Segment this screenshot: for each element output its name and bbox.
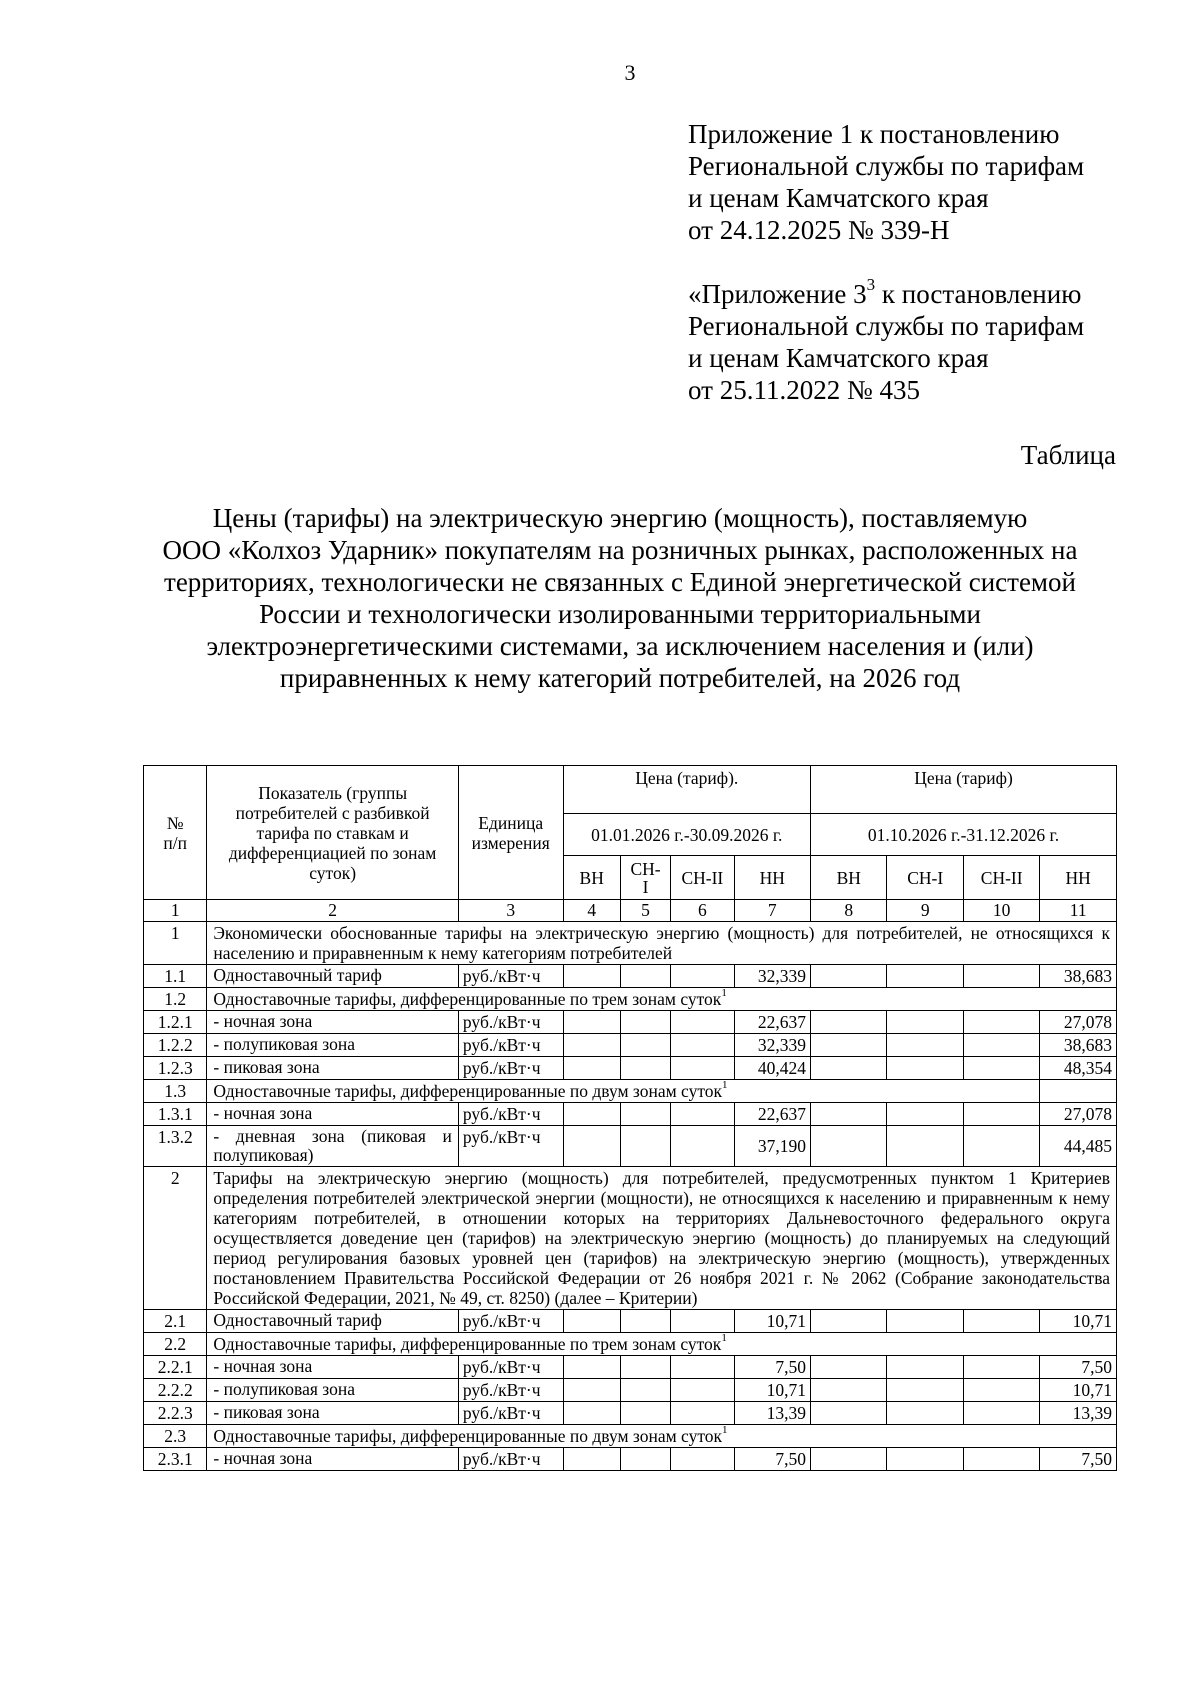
appendix-2-suffix: к постановлению [875,279,1082,309]
row-number: 2.2.1 [144,1356,207,1379]
appendix-2-prefix: «Приложение 3 [688,279,867,309]
section-text: Тарифы на электрическую энергию (мощность) для потребителей, предусмотренных пунктом 1 Критериев определения потребителей электрической энергии (мощности), не относящихся к населению и приравненным к нему категориям потребителей, в отношении которых на территориях Дальневосточного федерального округа осуществляется доведение цен (тарифов) на электрическую энергию (мощность) до планируемых на следующий период регулирования базовых уровней цен (тарифов) на электрическую энергию (мощность), утвержденных постановлением Правительства Российской Федерации от 26 ноября 2021 г. № 2062 (Собрание законодательства Российской Федерации, 2021, № 49, ст. 8250) (далее – Критерии) [207,1167,1117,1310]
appendix-1-line: и ценам Камчатского края [688,183,989,213]
title-line: России и технологически изолированными территориальными [259,599,981,629]
table-row [144,1103,1117,1126]
header-level: СН-II [963,856,1039,900]
value-cell [811,965,887,988]
column-number: 4 [563,900,620,922]
value-cell [671,1103,734,1126]
group-label [207,988,1117,1011]
value-cell [563,1379,620,1402]
title-line: электроэнергетическими системами, за исключением населения и (или) [206,631,1034,661]
value-cell [887,1448,963,1471]
value-cell-nn-2: 7,50 [1040,1448,1117,1471]
appendix-2-line: Региональной службы по тарифам [688,311,1085,341]
header-unit: Единица измерения [458,766,563,900]
table-row [144,1356,1117,1379]
value-cell [671,1034,734,1057]
value-cell-nn-1: 22,637 [734,1103,810,1126]
value-cell [887,1103,963,1126]
row-number: 2.1 [144,1310,207,1333]
footnote-mark: 1 [722,1424,728,1437]
value-cell [963,1034,1039,1057]
value-cell-nn-2: 27,078 [1040,1011,1117,1034]
section-text: Экономически обоснованные тарифы на электрическую энергию (мощность) для потребителей, не относящихся к населению и приравненным к нему категориям потребителей [207,922,1117,965]
value-cell-nn-2: 38,683 [1040,1034,1117,1057]
value-cell-nn-1: 22,637 [734,1011,810,1034]
value-cell [671,1126,734,1167]
column-number: 3 [458,900,563,922]
footnote-mark: 1 [721,987,727,1000]
indicator-name: - ночная зона [207,1448,459,1471]
group-label-text: Одноставочные тарифы, дифференцированные по трем зонам суток [213,989,722,1009]
table-body [144,766,1117,1471]
indicator-name: - дневная зона (пиковая и полупиковая) [207,1126,459,1167]
value-cell [563,1310,620,1333]
appendix-1-line: от 24.12.2025 № 339-Н [688,215,950,245]
row-number: 1.2 [144,988,207,1011]
table-row [144,988,1117,1011]
value-cell [620,1402,670,1425]
value-cell [963,1379,1039,1402]
tariff-table [143,765,1117,1471]
value-cell-nn-1: 10,71 [734,1310,810,1333]
value-cell [963,1310,1039,1333]
unit-cell: руб./кВт·ч [458,1310,563,1333]
column-number-row [144,900,1117,922]
row-number: 1.3.2 [144,1126,207,1167]
value-cell [963,965,1039,988]
column-number: 10 [963,900,1039,922]
value-cell-nn-1: 13,39 [734,1402,810,1425]
table-row [144,1080,1117,1103]
unit-cell: руб./кВт·ч [458,1402,563,1425]
value-cell [811,1448,887,1471]
header-num: № п/п [144,766,207,900]
section-row [144,922,1117,965]
header-period-2: 01.10.2026 г.-31.12.2026 г. [811,814,1117,856]
value-cell [963,1448,1039,1471]
table-row [144,1379,1117,1402]
indicator-name: Одноставочный тариф [207,965,459,988]
value-cell [620,1034,670,1057]
page-number: 3 [624,60,636,85]
value-cell [887,1034,963,1057]
value-cell [963,1356,1039,1379]
value-cell-nn-2: 10,71 [1040,1310,1117,1333]
title-line: ООО «Колхоз Ударник» покупателям на розничных рынках, расположенных на [162,535,1078,565]
value-cell [963,1011,1039,1034]
unit-cell: руб./кВт·ч [458,1379,563,1402]
header-period-1: 01.01.2026 г.-30.09.2026 г. [563,814,811,856]
section-row [144,1167,1117,1310]
title-line: территориях, технологически не связанных с Единой энергетической системой [164,567,1076,597]
value-cell-nn-1: 32,339 [734,1034,810,1057]
appendix-1-line: Региональной службы по тарифам [688,151,1085,181]
value-cell [811,1034,887,1057]
value-cell [620,1448,670,1471]
value-cell [671,1448,734,1471]
value-cell-nn-2: 13,39 [1040,1402,1117,1425]
appendix-1-line: Приложение 1 к постановлению [688,119,1060,149]
indicator-name: - полупиковая зона [207,1034,459,1057]
group-label [207,1333,1117,1356]
footnote-mark: 1 [722,1079,728,1092]
value-cell [671,1402,734,1425]
row-number: 2.3.1 [144,1448,207,1471]
row-number: 1.2.3 [144,1057,207,1080]
header-indicator: Показатель (группы потребителей с разбивкой тарифа по ставкам и дифференциацией по зонам суток) [207,766,459,900]
table-row [144,1402,1117,1425]
header-price-2: Цена (тариф) [811,766,1117,814]
table-row [144,1425,1117,1448]
header-level: СН-II [671,856,734,900]
appendix-2-line: от 25.11.2022 № 435 [688,375,920,405]
value-cell [563,1402,620,1425]
document-title [120,502,1120,694]
indicator-name: - пиковая зона [207,1402,459,1425]
value-cell-nn-1: 32,339 [734,965,810,988]
table-label: Таблица [1020,440,1116,470]
header-level: НН [734,856,810,900]
value-cell [811,1310,887,1333]
group-label-text: Одноставочные тарифы, дифференцированные по двум зонам суток [213,1426,723,1446]
title-line: приравненных к нему категорий потребителей, на 2026 год [279,663,961,693]
column-number: 5 [620,900,670,922]
appendix-1-header [688,118,1168,246]
value-cell [887,1310,963,1333]
unit-cell: руб./кВт·ч [458,1034,563,1057]
value-cell-nn-2: 44,485 [1040,1126,1117,1167]
value-cell [887,1126,963,1167]
column-number: 11 [1040,900,1117,922]
table-row [144,1310,1117,1333]
value-cell [620,1356,670,1379]
value-cell [963,1402,1039,1425]
indicator-name: - ночная зона [207,1103,459,1126]
value-cell [563,1034,620,1057]
value-cell [887,1402,963,1425]
value-cell [620,1126,670,1167]
value-cell [671,1310,734,1333]
header-level: НН [1040,856,1117,900]
unit-cell: руб./кВт·ч [458,1103,563,1126]
indicator-name: - пиковая зона [207,1057,459,1080]
empty-cell [1040,1080,1117,1103]
value-cell-nn-2: 38,683 [1040,965,1117,988]
column-number: 8 [811,900,887,922]
value-cell [671,965,734,988]
footnote-mark: 1 [721,1332,727,1345]
value-cell [811,1011,887,1034]
value-cell [963,1126,1039,1167]
header-level: ВН [563,856,620,900]
value-cell [563,1356,620,1379]
group-label-text: Одноставочные тарифы, дифференцированные по двум зонам суток [213,1081,723,1101]
value-cell [671,1379,734,1402]
unit-cell: руб./кВт·ч [458,1057,563,1080]
value-cell [620,1310,670,1333]
group-label [207,1080,1040,1103]
row-number: 2.3 [144,1425,207,1448]
value-cell [887,1011,963,1034]
appendix-2-line: и ценам Камчатского края [688,343,989,373]
header-row-1 [144,766,1117,814]
table-row [144,1034,1117,1057]
value-cell [620,965,670,988]
unit-cell: руб./кВт·ч [458,1011,563,1034]
value-cell-nn-1: 10,71 [734,1379,810,1402]
value-cell [887,1057,963,1080]
header-level: СН-I [887,856,963,900]
table-row [144,1011,1117,1034]
value-cell [563,965,620,988]
value-cell [887,965,963,988]
header-level: ВН [811,856,887,900]
value-cell [563,1448,620,1471]
row-number: 1.2.1 [144,1011,207,1034]
group-label-text: Одноставочные тарифы, дифференцированные по трем зонам суток [213,1334,722,1354]
column-number: 6 [671,900,734,922]
column-number: 2 [207,900,459,922]
value-cell [563,1126,620,1167]
value-cell [811,1126,887,1167]
value-cell [811,1402,887,1425]
appendix-2-sup: 3 [866,275,876,294]
column-number: 1 [144,900,207,922]
appendix-2-header [688,275,1168,406]
table-row [144,965,1117,988]
indicator-name: - ночная зона [207,1011,459,1034]
header-level: СН-I [620,856,670,900]
value-cell [671,1057,734,1080]
value-cell [563,1011,620,1034]
value-cell [811,1356,887,1379]
value-cell-nn-1: 40,424 [734,1057,810,1080]
row-number: 1.2.2 [144,1034,207,1057]
value-cell-nn-1: 7,50 [734,1356,810,1379]
value-cell [887,1379,963,1402]
value-cell [563,1057,620,1080]
column-number: 9 [887,900,963,922]
row-number: 2.2.3 [144,1402,207,1425]
unit-cell: руб./кВт·ч [458,965,563,988]
value-cell [620,1011,670,1034]
value-cell-nn-2: 27,078 [1040,1103,1117,1126]
value-cell-nn-2: 10,71 [1040,1379,1117,1402]
title-line: Цены (тарифы) на электрическую энергию (мощность), поставляемую [212,503,1028,533]
indicator-name: - полупиковая зона [207,1379,459,1402]
table-row [144,1057,1117,1080]
value-cell-nn-2: 48,354 [1040,1057,1117,1080]
value-cell-nn-1: 7,50 [734,1448,810,1471]
indicator-name: Одноставочный тариф [207,1310,459,1333]
row-number: 2.2 [144,1333,207,1356]
value-cell [963,1103,1039,1126]
row-number: 2.2.2 [144,1379,207,1402]
value-cell [671,1011,734,1034]
value-cell-nn-2: 7,50 [1040,1356,1117,1379]
value-cell [671,1356,734,1379]
row-number: 1.1 [144,965,207,988]
value-cell [620,1057,670,1080]
value-cell [811,1103,887,1126]
value-cell [811,1379,887,1402]
appendix-2-first-line [688,275,1168,310]
header-price-1: Цена (тариф). [563,766,811,814]
column-number: 7 [734,900,810,922]
table-row [144,1448,1117,1471]
group-label [207,1425,1117,1448]
unit-cell: руб./кВт·ч [458,1356,563,1379]
value-cell [563,1103,620,1126]
table-row [144,1126,1117,1167]
unit-cell: руб./кВт·ч [458,1448,563,1471]
value-cell [963,1057,1039,1080]
value-cell [620,1379,670,1402]
row-number: 1.3.1 [144,1103,207,1126]
row-number: 1.3 [144,1080,207,1103]
value-cell [887,1356,963,1379]
value-cell [811,1057,887,1080]
unit-cell: руб./кВт·ч [458,1126,563,1167]
row-number: 1 [144,922,207,965]
value-cell [620,1103,670,1126]
table-row [144,1333,1117,1356]
value-cell-nn-1: 37,190 [734,1126,810,1167]
indicator-name: - ночная зона [207,1356,459,1379]
row-number: 2 [144,1167,207,1310]
